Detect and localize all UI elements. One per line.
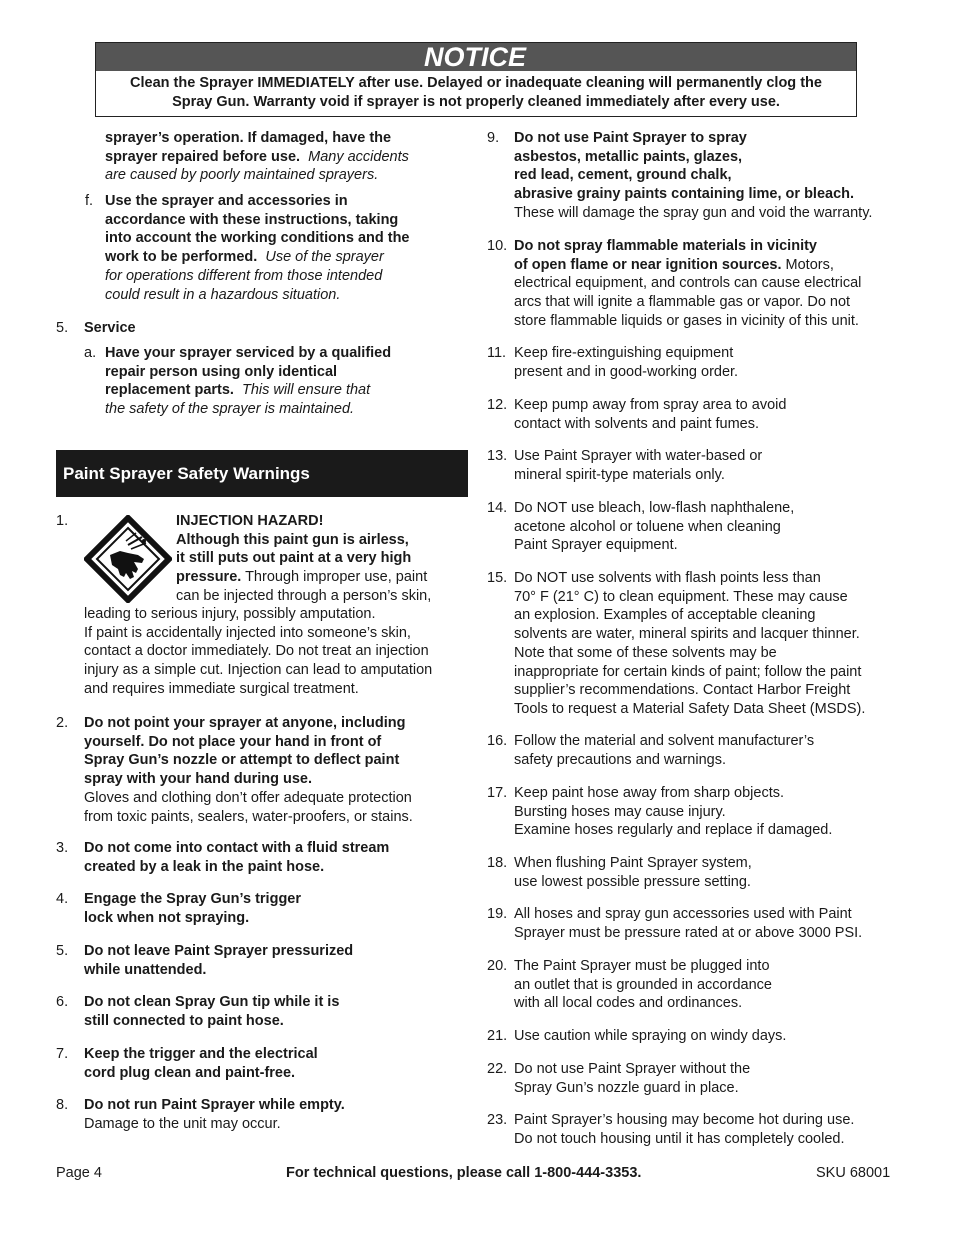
w15-line-1: Do NOT use solvents with flash points less than bbox=[514, 570, 821, 586]
section-heading-bar bbox=[56, 450, 468, 497]
item-a-marker: a. bbox=[84, 345, 97, 361]
continued-text bbox=[105, 129, 409, 185]
w1-line-2: Although this paint gun is airless, bbox=[176, 531, 409, 548]
w20-line-2: an outlet that is grounded in accordance bbox=[514, 976, 772, 993]
w3-number: 3. bbox=[56, 840, 69, 856]
w13-text bbox=[514, 447, 762, 484]
page-number: Page 4 bbox=[56, 1165, 102, 1181]
w2-number: 2. bbox=[56, 715, 69, 731]
a-line-3: replacement parts. bbox=[105, 382, 234, 399]
w8-line-2: Damage to the unit may occur. bbox=[84, 1115, 281, 1132]
w10-line-2: Motors, bbox=[785, 256, 834, 273]
w18-line-2: use lowest possible pressure setting. bbox=[514, 873, 751, 890]
w7-line-2: cord plug clean and paint-free. bbox=[84, 1064, 296, 1081]
a-line-2: repair person using only identical bbox=[105, 363, 338, 380]
f-line-5: for operations different from those intended bbox=[105, 267, 383, 284]
w16-number: 16. bbox=[487, 733, 508, 749]
w5-line-2: while unattended. bbox=[84, 961, 207, 978]
w1-head bbox=[176, 512, 431, 606]
f-line-1: Use the sprayer and accessories in bbox=[105, 193, 348, 209]
w4-number: 4. bbox=[56, 891, 69, 907]
w23-line-1: Paint Sprayer’s housing may become hot during use. bbox=[514, 1112, 855, 1128]
w9-number: 9. bbox=[487, 130, 500, 146]
w1-line-6: leading to serious injury, possibly amputation. bbox=[84, 606, 376, 622]
w13-line-1: Use Paint Sprayer with water-based or bbox=[514, 448, 763, 464]
w15-number: 15. bbox=[487, 570, 508, 586]
cont-bold-1: sprayer’s operation. If damaged, have the bbox=[105, 130, 392, 146]
w6-line-2: still connected to paint hose. bbox=[84, 1012, 284, 1029]
f-line-6: could result in a hazardous situation. bbox=[105, 286, 341, 303]
w3-line-1: Do not come into contact with a fluid stream bbox=[84, 840, 390, 856]
item-a bbox=[105, 344, 391, 419]
section-title: Paint Sprayer Safety Warnings bbox=[63, 464, 310, 483]
w11-line-2: present and in good-working order. bbox=[514, 363, 739, 380]
w1-line-5: can be injected through a person’s skin, bbox=[176, 587, 432, 604]
w1-body bbox=[84, 605, 432, 699]
w23-number: 23. bbox=[487, 1112, 508, 1128]
item-f-marker: f. bbox=[85, 193, 94, 209]
f-line-4-italic: Use of the sprayer bbox=[265, 249, 384, 266]
w21-line-1: Use caution while spraying on windy days. bbox=[514, 1028, 787, 1044]
w11-text bbox=[514, 344, 738, 381]
a-line-1: Have your sprayer serviced by a qualified bbox=[105, 345, 392, 361]
footer-sku: SKU 68001 bbox=[816, 1165, 891, 1181]
w18-number: 18. bbox=[487, 855, 508, 871]
w13-line-2: mineral spirit-type materials only. bbox=[514, 466, 725, 483]
w2-line-6: from toxic paints, sealers, water-proofers, or stains. bbox=[84, 808, 413, 825]
w20-text bbox=[514, 957, 772, 1013]
w1-line-4: Through improper use, paint bbox=[245, 569, 428, 586]
w14-line-2: acetone alcohol or toluene when cleaning bbox=[514, 518, 781, 535]
w7-number: 7. bbox=[56, 1046, 69, 1062]
w17-line-2: Bursting hoses may cause injury. bbox=[514, 803, 726, 820]
w2-line-2: yourself. Do not place your hand in front of bbox=[84, 733, 382, 750]
w19-line-1: All hoses and spray gun accessories used with Paint bbox=[514, 906, 852, 922]
w1-line-7: If paint is accidentally injected into someone’s skin, bbox=[84, 624, 411, 641]
w1-line-1: INJECTION HAZARD! bbox=[176, 513, 324, 529]
f-line-3: into account the working conditions and the bbox=[105, 230, 410, 247]
w2-text bbox=[84, 714, 413, 826]
w19-text bbox=[514, 905, 862, 942]
w23-text bbox=[514, 1111, 854, 1148]
cont-italic-2: Many accidents bbox=[308, 148, 409, 165]
injection-hazard-icon bbox=[84, 515, 172, 603]
w16-line-1: Follow the material and solvent manufacturer’s bbox=[514, 733, 815, 749]
w15-line-4: solvents are water, mineral spirits and lacquer thinner. bbox=[514, 626, 860, 643]
w12-line-2: contact with solvents and paint fumes. bbox=[514, 415, 760, 432]
w5-line-1: Do not leave Paint Sprayer pressurized bbox=[84, 943, 354, 959]
w10-line-3: electrical equipment, and controls can cause electrical bbox=[514, 275, 862, 292]
notice-box bbox=[95, 42, 857, 117]
w21-text bbox=[514, 1027, 786, 1046]
w1-line-8: contact a doctor immediately. Do not treat an injection bbox=[84, 643, 429, 660]
a-line-3-italic: This will ensure that bbox=[242, 382, 371, 399]
w7-line-1: Keep the trigger and the electrical bbox=[84, 1046, 318, 1062]
section-5-title bbox=[84, 319, 136, 338]
item-f bbox=[105, 192, 410, 304]
w6-line-1: Do not clean Spray Gun tip while it is bbox=[84, 994, 340, 1010]
w1-line-4-bold: pressure. bbox=[176, 569, 242, 586]
w22-line-1: Do not use Paint Sprayer without the bbox=[514, 1061, 751, 1077]
w10-line-5: store flammable liquids or gases in vicinity of this unit. bbox=[514, 312, 859, 329]
w13-number: 13. bbox=[487, 448, 508, 464]
w17-number: 17. bbox=[487, 785, 508, 801]
w22-line-2: Spray Gun’s nozzle guard in place. bbox=[514, 1079, 739, 1096]
w8-line-1: Do not run Paint Sprayer while empty. bbox=[84, 1097, 345, 1113]
w2-line-4: spray with your hand during use. bbox=[84, 771, 312, 788]
w17-line-1: Keep paint hose away from sharp objects. bbox=[514, 785, 785, 801]
w5-text bbox=[84, 942, 353, 979]
w9-line-1: Do not use Paint Sprayer to spray bbox=[514, 130, 747, 146]
f-line-4: work to be performed. bbox=[105, 249, 258, 266]
w11-number: 11. bbox=[487, 345, 507, 361]
w12-line-1: Keep pump away from spray area to avoid bbox=[514, 397, 787, 413]
w4-text bbox=[84, 890, 301, 927]
w21-number: 21. bbox=[487, 1028, 508, 1044]
w10-line-4: arcs that will ignite a flammable gas or vapor. Do not bbox=[514, 294, 851, 311]
w15-line-8: Tools to request a Material Safety Data Sheet (MSDS). bbox=[514, 700, 866, 717]
w14-line-1: Do NOT use bleach, low-flash naphthalene, bbox=[514, 500, 795, 516]
w3-line-2: created by a leak in the paint hose. bbox=[84, 858, 325, 875]
w22-number: 22. bbox=[487, 1061, 508, 1077]
w5-number: 5. bbox=[56, 943, 69, 959]
service-heading: Service bbox=[84, 320, 136, 336]
w10-line-1: Do not spray flammable materials in vicinity bbox=[514, 238, 817, 254]
w2-line-5: Gloves and clothing don’t offer adequate protection bbox=[84, 789, 412, 806]
w20-line-1: The Paint Sprayer must be plugged into bbox=[514, 958, 770, 974]
w2-line-1: Do not point your sprayer at anyone, including bbox=[84, 715, 406, 731]
w15-line-5: Note that some of these solvents may be bbox=[514, 644, 777, 661]
notice-text bbox=[96, 71, 856, 112]
w9-line-3: red lead, cement, ground chalk, bbox=[514, 167, 732, 184]
w7-text bbox=[84, 1045, 318, 1082]
w6-number: 6. bbox=[56, 994, 69, 1010]
f-line-2: accordance with these instructions, taking bbox=[105, 211, 399, 228]
w15-text bbox=[514, 569, 865, 719]
w16-text bbox=[514, 732, 814, 769]
w9-text bbox=[514, 129, 872, 223]
w6-text bbox=[84, 993, 339, 1030]
w4-line-1: Engage the Spray Gun’s trigger bbox=[84, 891, 302, 907]
notice-title: NOTICE bbox=[96, 43, 856, 71]
w9-line-5: These will damage the spray gun and void the warranty. bbox=[514, 204, 873, 221]
notice-line-1: Clean the Sprayer IMMEDIATELY after use. Delayed or inadequate cleaning will permanently clog the bbox=[130, 75, 822, 91]
w19-line-2: Sprayer must be pressure rated at or above 3000 PSI. bbox=[514, 924, 863, 941]
w20-line-3: with all local codes and ordinances. bbox=[514, 995, 743, 1012]
w1-line-10: and requires immediate surgical treatment. bbox=[84, 680, 359, 697]
w14-number: 14. bbox=[487, 500, 508, 516]
w15-line-7: supplier’s recommendations. Contact Harbor Freight bbox=[514, 682, 851, 699]
w9-line-4: abrasive grainy paints containing lime, or bleach. bbox=[514, 186, 855, 203]
w10-text bbox=[514, 237, 861, 331]
w18-line-1: When flushing Paint Sprayer system, bbox=[514, 855, 752, 871]
w23-line-2: Do not touch housing until it has completely cooled. bbox=[514, 1130, 845, 1147]
w3-text bbox=[84, 839, 389, 876]
a-line-4: the safety of the sprayer is maintained. bbox=[105, 401, 355, 418]
w2-line-3: Spray Gun’s nozzle or attempt to deflect paint bbox=[84, 752, 400, 769]
w15-line-2: 70° F (21° C) to clean equipment. These may cause bbox=[514, 588, 848, 605]
w9-line-2: asbestos, metallic paints, glazes, bbox=[514, 148, 743, 165]
w19-number: 19. bbox=[487, 906, 508, 922]
w1-line-9: injury as a simple cut. Injection can lead to amputation bbox=[84, 662, 433, 679]
section-5-marker: 5. bbox=[56, 320, 69, 336]
cont-bold-2: sprayer repaired before use. bbox=[105, 148, 301, 165]
w10-line-2-bold: of open flame or near ignition sources. bbox=[514, 256, 782, 273]
cont-italic-3: are caused by poorly maintained sprayers. bbox=[105, 167, 379, 184]
footer-contact: For technical questions, please call 1-800-444-3353. bbox=[286, 1165, 642, 1181]
w11-line-1: Keep fire-extinguishing equipment bbox=[514, 345, 734, 361]
w12-text bbox=[514, 396, 786, 433]
w15-line-3: an explosion. Examples of acceptable cleaning bbox=[514, 607, 816, 624]
w8-text bbox=[84, 1096, 345, 1133]
w17-line-3: Examine hoses regularly and replace if damaged. bbox=[514, 822, 833, 839]
w18-text bbox=[514, 854, 752, 891]
notice-line-2: Spray Gun. Warranty void if sprayer is not properly cleaned immediately after every use. bbox=[172, 94, 780, 110]
w14-text bbox=[514, 499, 794, 555]
w12-number: 12. bbox=[487, 397, 508, 413]
w4-line-2: lock when not spraying. bbox=[84, 909, 250, 926]
w14-line-3: Paint Sprayer equipment. bbox=[514, 537, 678, 554]
w15-line-6: inappropriate for certain kinds of paint; follow the paint bbox=[514, 663, 862, 680]
w1-number: 1. bbox=[56, 513, 69, 529]
w1-line-3: it still puts out paint at a very high bbox=[176, 550, 412, 567]
w17-text bbox=[514, 784, 832, 840]
w20-number: 20. bbox=[487, 958, 508, 974]
w16-line-2: safety precautions and warnings. bbox=[514, 751, 726, 768]
w8-number: 8. bbox=[56, 1097, 69, 1113]
w22-text bbox=[514, 1060, 750, 1097]
w10-number: 10. bbox=[487, 238, 508, 254]
